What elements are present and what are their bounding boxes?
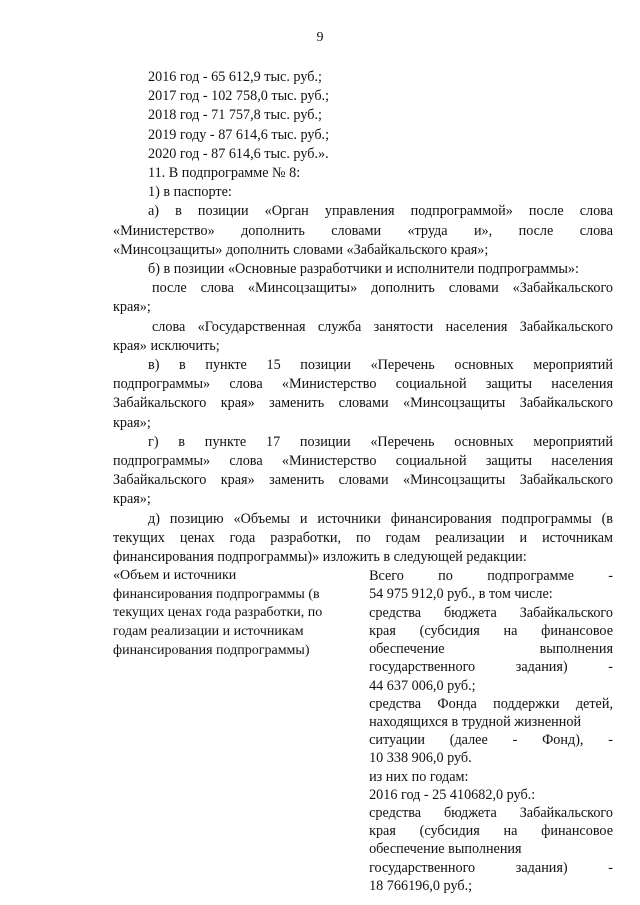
paragraph-v-line: края»; [113, 414, 151, 431]
paragraph-g-line: края»; [113, 491, 151, 508]
text-line: 2020 год - 87 614,6 тыс. руб.». [148, 145, 329, 162]
table-left-line: финансирования подпрограммы (в [113, 586, 320, 602]
table-right-line: государственного задания) - [369, 659, 613, 676]
table-right-line: средства бюджета Забайкальского [369, 804, 613, 821]
funding-table [113, 567, 613, 895]
paragraph-v-line: Забайкальского края» заменить словами «Минсоцзащиты Забайкальского [113, 395, 613, 412]
text-line: 2017 год - 102 758,0 тыс. руб.; [148, 88, 330, 105]
paragraph-v-line: подпрограммы» слова «Министерство социальной защиты населения [113, 376, 613, 393]
table-right-line: средства Фонда поддержки детей, [369, 695, 613, 712]
table-left-column [113, 567, 353, 895]
table-right-line: края (субсидия на финансовое [369, 823, 613, 840]
table-right-line: 2016 год - 25 410682,0 руб.: [369, 786, 536, 803]
paragraph-b-line: края»; [113, 299, 151, 316]
table-left-line: финансирования подпрограммы) [113, 642, 310, 658]
paragraph-a-line: а) в позиции «Орган управления подпрограммой» после слова [148, 203, 613, 220]
document-body [113, 68, 613, 895]
text-line: 11. В подпрограмме № 8: [148, 165, 301, 182]
table-right-line: государственного задания) - [369, 859, 613, 876]
table-right-line: 54 975 912,0 руб., в том числе: [369, 586, 553, 603]
paragraph-a-line: «Министерство» дополнить словами «труда и», после слова [113, 222, 613, 239]
table-right-line: Всего по подпрограмме - [369, 568, 613, 585]
table-right-line: обеспечение выполнения [369, 641, 613, 658]
paragraph-d-line: д) позицию «Объемы и источники финансирования подпрограммы (в [148, 510, 613, 527]
paragraph-a-line: «Минсоцзащиты» дополнить словами «Забайкальского края»; [113, 241, 489, 258]
table-right-line: из них по годам: [369, 768, 469, 785]
table-left-line: «Объем и источники [113, 568, 237, 584]
paragraph-b-line: после слова «Минсоцзащиты» дополнить словами «Забайкальского [152, 280, 613, 297]
paragraph-b-line: б) в позиции «Основные разработчики и исполнители подпрограммы»: [148, 261, 579, 278]
paragraph-g-line: Забайкальского края» заменить словами «Минсоцзащиты Забайкальского [113, 472, 613, 489]
table-right-line: 18 766196,0 руб.; [369, 877, 473, 894]
table-right-line: средства бюджета Забайкальского [369, 604, 613, 621]
text-line: 2019 году - 87 614,6 тыс. руб.; [148, 126, 330, 143]
table-right-line: ситуации (далее - Фонд), - [369, 732, 613, 749]
paragraph-d-line: текущих ценах года разработки, по годам реализации и источникам [113, 529, 613, 546]
table-right-column [369, 567, 613, 895]
paragraph-v-line: в) в пункте 15 позиции «Перечень основных мероприятий [148, 357, 613, 374]
table-left-line: текущих ценах года разработки, по [113, 605, 323, 621]
table-right-line: 10 338 906,0 руб. [369, 750, 472, 767]
paragraph-g-line: подпрограммы» слова «Министерство социальной защиты населения [113, 453, 613, 470]
paragraph-d-line: финансирования подпрограммы)» изложить в следующей редакции: [113, 549, 527, 566]
table-right-line: находящихся в трудной жизненной [369, 713, 582, 730]
page-number: 9 [316, 30, 324, 45]
text-line: 2016 год - 65 612,9 тыс. руб.; [148, 69, 322, 85]
table-right-line: обеспечение выполнения [369, 841, 522, 858]
paragraph-b-line: края» исключить; [113, 337, 220, 354]
text-line: 2018 год - 71 757,8 тыс. руб.; [148, 107, 322, 124]
paragraph-b-line: слова «Государственная служба занятости населения Забайкальского [152, 318, 613, 335]
text-line: 1) в паспорте: [148, 184, 232, 201]
table-right-line: края (субсидия на финансовое [369, 622, 613, 639]
table-left-line: годам реализации и источникам [113, 624, 304, 640]
paragraph-g-line: г) в пункте 17 позиции «Перечень основных мероприятий [148, 433, 613, 450]
table-right-line: 44 637 006,0 руб.; [369, 677, 476, 694]
